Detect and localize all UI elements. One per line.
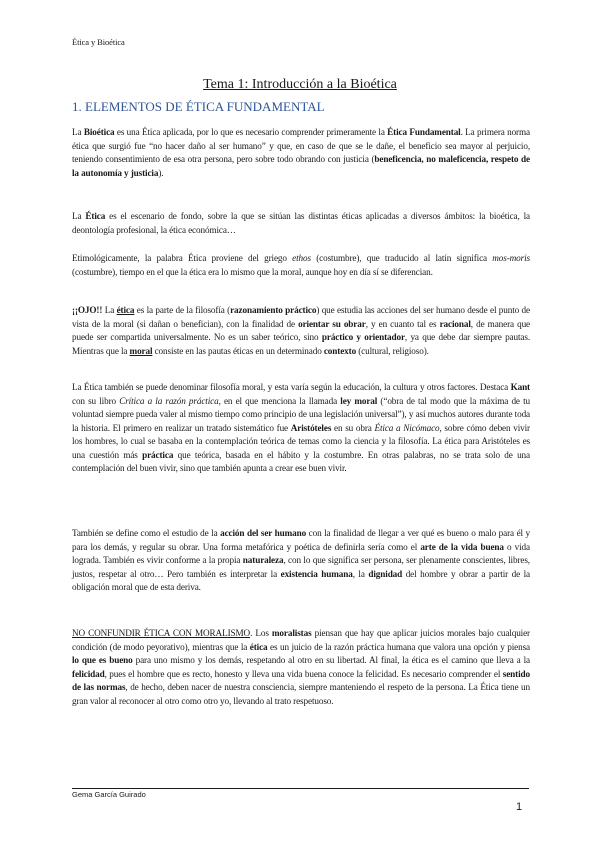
text-run: es la parte de la filosofía ( — [134, 305, 231, 315]
text-run: , en el que menciona la llamada — [218, 395, 341, 406]
paragraph — [72, 126, 530, 180]
text-run: (costumbre), tiempo en el que la ética era lo mismo que la moral, aunque hoy en día sí se diferencian. — [72, 266, 433, 277]
text-run: consiste en las pautas éticas en un determinado — [152, 345, 324, 356]
text-run: , de manera que puede ser compartida universalmente. No es un saber teórico, sino — [72, 318, 531, 343]
text-run: . Los — [250, 628, 272, 638]
paragraph — [72, 210, 530, 237]
bold-text: contexto — [323, 345, 357, 356]
text-run: (“obra de tal modo que la máxima de tu voluntad siempre pueda valer al mismo tiempo como principio de una legislación universal”), y así muchos autores durante toda la historia. El primero en realizar un tratado sistemático fue — [72, 395, 530, 433]
paragraph — [72, 527, 530, 595]
paragraph — [72, 304, 530, 358]
paragraph — [72, 381, 530, 476]
text-run: La Ética también se puede denominar filosofía moral, y esta varía según la educación, la cultura y otros factores. Destaca — [72, 382, 511, 392]
text-run: , con lo que significa ser persona, ser plenamente conscientes, libres, justos, respetar al otro… Pero también es interpretar la — [72, 555, 530, 579]
bold-text: orientar su obrar — [298, 318, 366, 329]
bold-text: existencia humana — [280, 568, 353, 579]
text-run: NO CONFUNDIR ÉTICA CON MORALISMO — [72, 628, 251, 638]
italic-text: Ética a Nicómaco — [374, 422, 440, 433]
bold-text: razonamiento práctico — [230, 305, 317, 315]
text-run: es el escenario de fondo, sobre la que se sitúan las distintas éticas aplicadas a diversos ámbitos: la bioética, la deontología profesional, la ética económica… — [72, 211, 530, 235]
text-run: (cultural, religioso). — [356, 345, 429, 356]
text-run: , pues el hombre que es recto, honesto y lleva una vida buena conoce la felicidad. Es necesario comprender el — [104, 668, 503, 679]
bold-text: lo que es bueno — [72, 655, 133, 666]
text-run: También se define como el estudio de la — [72, 528, 221, 538]
text-run: , de hecho, deben nacer de nuestra consciencia, siempre manteniendo el respeto de la persona. La Ética tiene un gran valor al reconocer al otro como otro yo, llevando al trato respetuoso. — [72, 682, 531, 706]
text-run: con la finalidad de llegar a ver qué es bueno o malo para él y para los demás, y regular su obrar. Una forma metafórica y poética de definirla sería como el — [72, 528, 530, 552]
bold-text: sentido de las normas — [72, 668, 530, 693]
bold-text: moralistas — [271, 628, 312, 638]
text-run: , ya que debe dar siempre pautas. Mientras que la — [72, 332, 530, 356]
text-run: , la — [352, 568, 369, 579]
text-run: ). — [158, 167, 164, 178]
bold-text: ¡¡OJO!! — [72, 305, 103, 315]
bold-text: ética — [249, 641, 268, 652]
text-run: Etimológicamente, la palabra Ética proviene del griego — [72, 253, 293, 263]
footer-divider — [72, 788, 529, 789]
paragraph — [72, 252, 530, 279]
text-run: ) que estudia las acciones del ser humano desde el punto de vista de la moral (si dañan o benefician), con la finalidad de — [72, 305, 530, 329]
bold-text: Bioética — [83, 127, 115, 137]
bold-text: Kant — [510, 382, 530, 392]
text-run: piensan que hay que aplicar juicios morales bajo cualquier condición (de modo peyorativo), mientras que la — [72, 628, 530, 652]
bold-text: beneficencia, no maleficencia, respeto de la autonomía y justicia — [72, 154, 530, 178]
bold-text: Aristóteles — [290, 422, 332, 433]
italic-text: ethos — [292, 253, 311, 263]
bold-text: dignidad — [368, 568, 403, 579]
document-title: Tema 1: Introducción a la Bioética — [203, 77, 397, 92]
text-run: (costumbre), que traducido al latín significa — [310, 253, 493, 263]
bold-text: felicidad — [72, 668, 105, 679]
text-run: . La primera norma ética que surgió fue “no hacer daño al ser humano” y que, en caso de que se le dañe, el beneficio sea mayor al perjuicio, teniendo consentimiento de esa otra persona, pero sobre todo obrando con justicia ( — [72, 127, 530, 165]
footer-author: Gema García Guirado — [72, 790, 146, 799]
text-run: que teórica, basada en el hábito y la costumbre. En otras palabras, no se trata solo de una contemplación del buen vivir, sino que también apunta a crear ese buen vivir. — [72, 449, 530, 474]
bold-text: naturaleza — [242, 555, 284, 566]
text-run: o vida lograda. También es vivir conforme a la propia — [72, 541, 530, 566]
bold-text: racional — [439, 318, 471, 329]
text-run: en su obra — [331, 422, 375, 433]
text-run: es un juicio de la razón práctica humana que valora una opción y piensa — [267, 641, 530, 652]
text-run: La — [72, 211, 86, 221]
text-run: es una Ética aplicada, por lo que es necesario comprender primeramente la — [114, 127, 388, 137]
bold-text: acción del ser humano — [220, 528, 307, 538]
page-number: 1 — [516, 801, 523, 813]
text-run: La — [102, 305, 117, 315]
text-run: para uno mismo y los demás, respetando al otro en su libertad. Al final, la ética es el camino que lleva a la — [132, 655, 530, 666]
italic-text: mos-moris — [492, 253, 530, 263]
bold-text: moral — [129, 345, 153, 356]
text-run: La — [72, 127, 84, 137]
bold-text: Ética Fundamental — [387, 127, 461, 137]
paragraph — [72, 627, 530, 708]
italic-text: Crítica a la razón práctica — [119, 395, 219, 406]
text-run: con su libro — [72, 395, 120, 406]
bold-text: arte de la vida buena — [420, 541, 504, 552]
bold-text: práctico y orientador — [321, 332, 405, 343]
bold-text: ética — [116, 305, 135, 315]
bold-text: ley moral — [340, 395, 378, 406]
section-heading: 1. ELEMENTOS DE ÉTICA FUNDAMENTAL — [72, 99, 325, 114]
running-header: Ética y Bioética — [72, 37, 125, 47]
text-run: , sobre cómo deben vivir los hombres, lo cual se basaba en la contemplación teórica de temas como la ciencia y la filosofía. La ética para Aristóteles es una cuestión más — [72, 422, 530, 460]
text-run: , y en cuanto tal es — [365, 318, 440, 329]
bold-text: Ética — [85, 211, 106, 221]
text-run: del hombre y obrar a partir de la obligación moral que de esta deriva. — [72, 568, 530, 593]
bold-text: práctica — [142, 449, 174, 460]
